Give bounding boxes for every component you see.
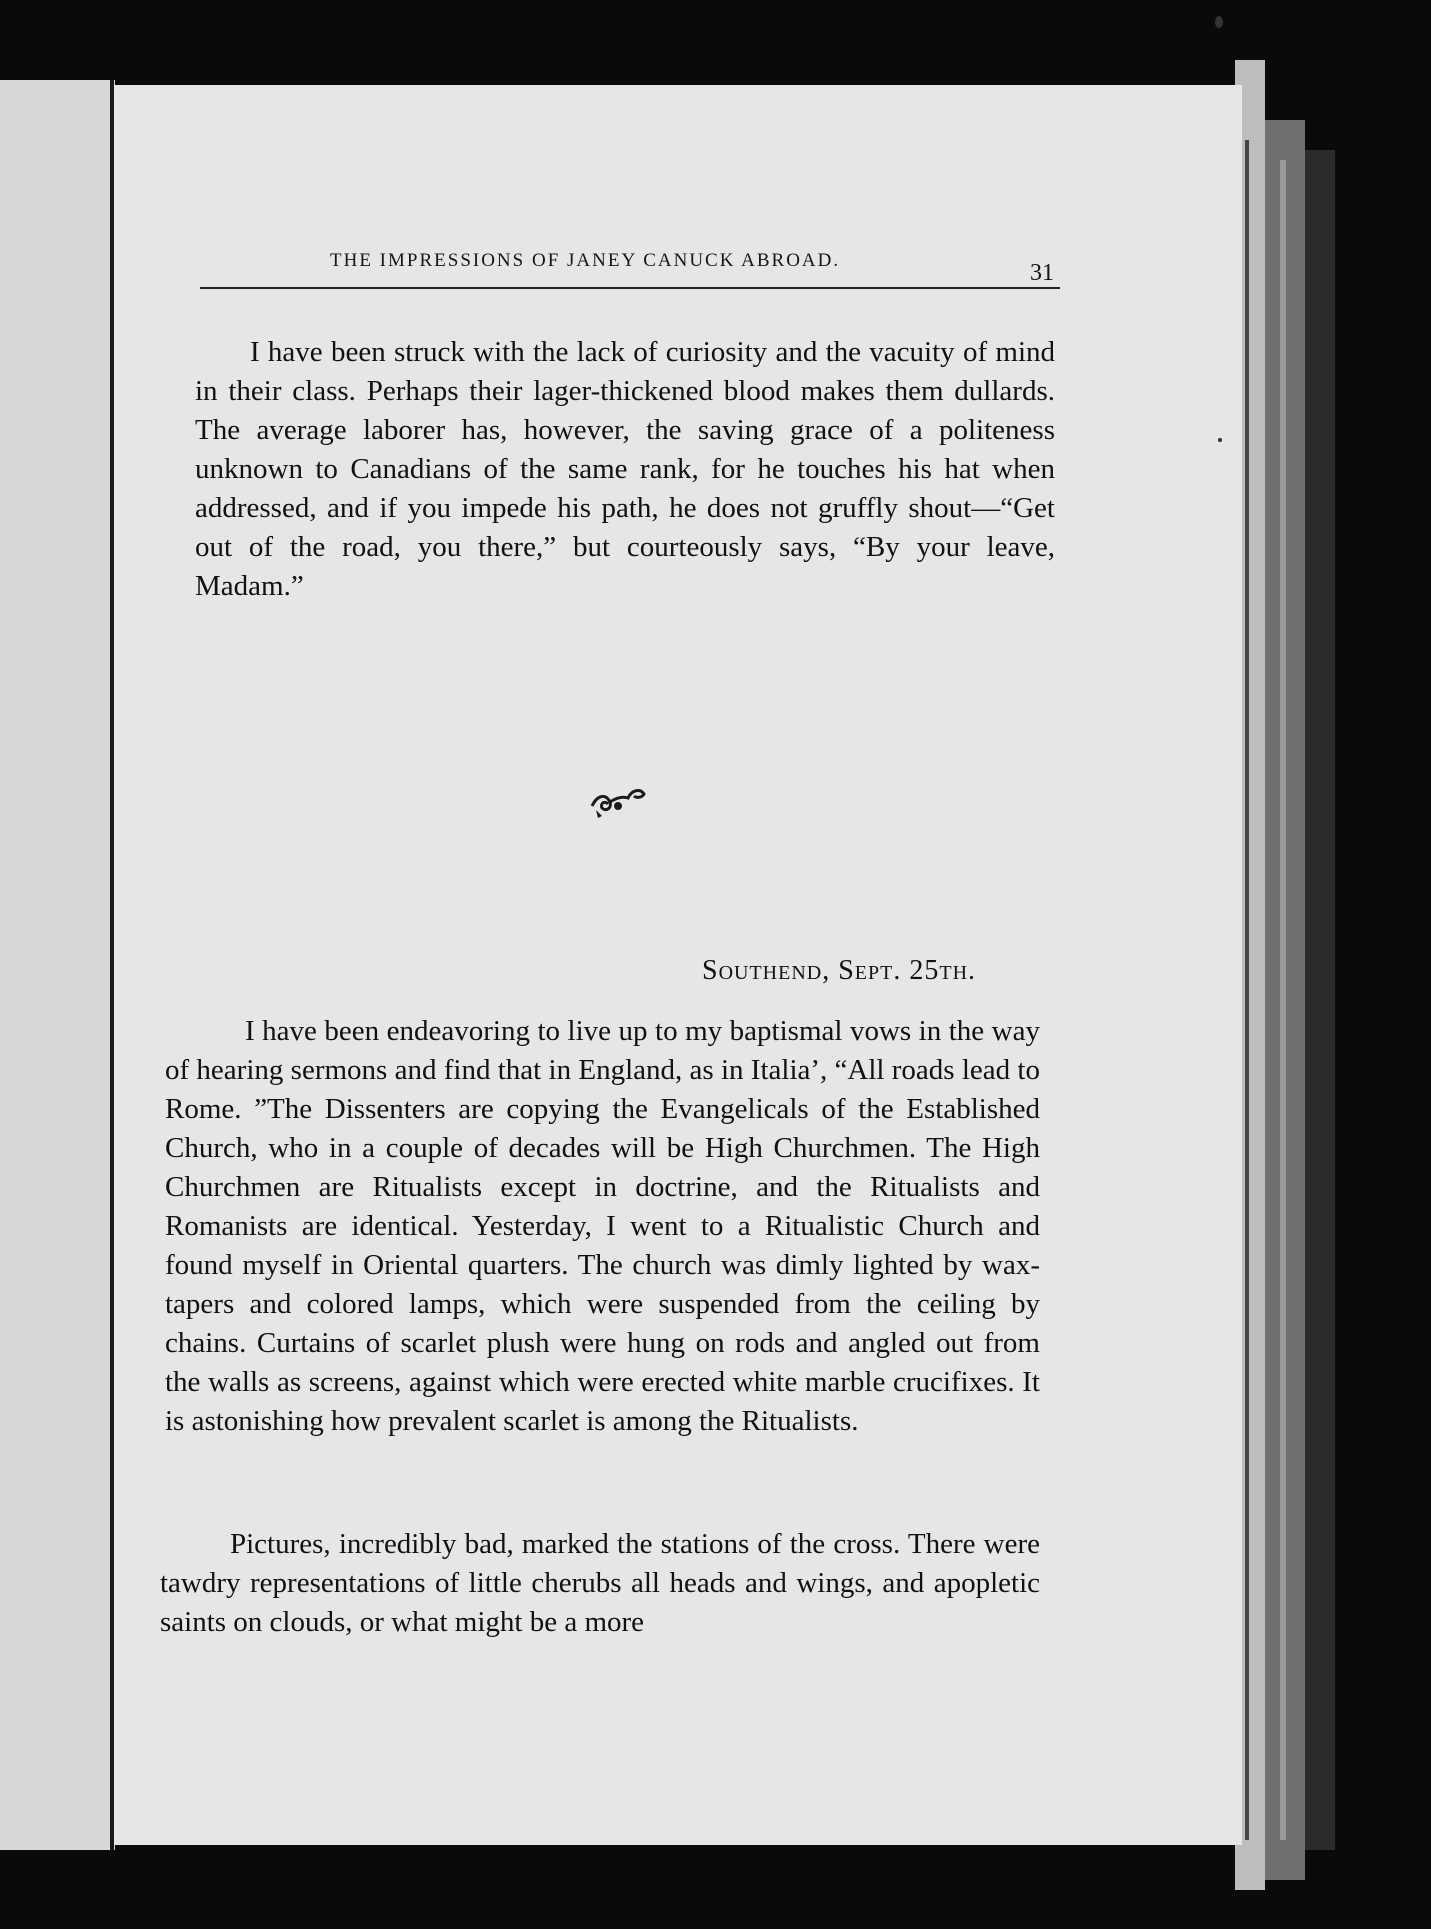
book-cover-edge [1305, 150, 1335, 1850]
dateline: Southend, Sept. 25th. [702, 955, 977, 986]
page-stack-line [1280, 160, 1286, 1840]
paragraph: Pictures, incredibly bad, marked the stations of the cross. There were tawdry representations of little cherubs all heads and wings, and apopletic saints on clouds, or what might be a more [160, 1528, 1040, 1638]
fleuron-ornament-icon [588, 780, 648, 820]
facing-page-edge [0, 80, 115, 1850]
page-stack-line [1245, 140, 1249, 1840]
paragraph: I have been endeavoring to live up to my baptismal vows in the way of hearing sermons and find that in England, as in Italia’, “All roads lead to Rome. ”The Dissenters are copying the Evangelicals of the Established Church, who in a couple of decades will be High Churchmen. The High Churchmen are Ritualists except in doctrine, and the Ritualists and Romanists are identical. Yesterday, I went to a Ritualistic Church and found myself in Oriental quarters. The church was dimly lighted by wax-tapers and colored lamps, which were suspended from the ceiling by chains. Curtains of scarlet plush were hung on rods and angled out from the walls as screens, against which were erected white marble crucifixes. It is astonishing how prevalent scarlet is among the Ritualists. [165, 1015, 1040, 1437]
header-rule [200, 287, 1060, 289]
paragraph: I have been struck with the lack of curiosity and the vacuity of mind in their class. Perhaps their lager-thickened blood makes them dullards. The average laborer has, however, the saving grace of a politeness unknown to Canadians of the same rank, for he touches his hat when addressed, and if you impede his path, he does not gruffly shout—“Get out of the road, you there,” but courteously says, “By your leave, Madam.” [195, 336, 1055, 602]
scan-speck [1215, 16, 1223, 28]
scan-speck [1218, 438, 1222, 442]
running-title: THE IMPRESSIONS OF JANEY CANUCK ABROAD. [330, 250, 841, 271]
page-number: 31 [1030, 260, 1054, 286]
